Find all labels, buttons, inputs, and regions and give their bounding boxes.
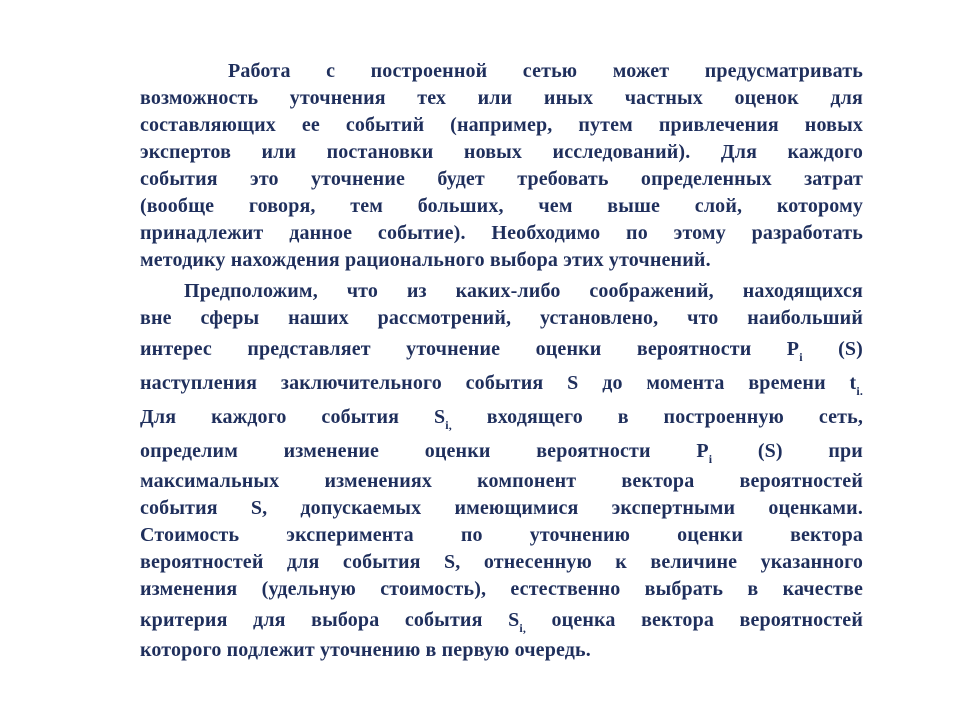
text-line: методику нахождения рационального выбора этих уточнений. — [140, 249, 711, 271]
text-line: события S, допускаемых имеющимися экспертными оценками. — [140, 497, 863, 519]
text-segment: (S) — [802, 338, 863, 360]
subscript: i. — [856, 384, 863, 398]
text-line — [140, 332, 863, 366]
text-line — [140, 400, 863, 434]
text-line: составляющих ее событий (например, путем привлечения новых — [140, 114, 863, 136]
text-line: которого подлежит уточнению в первую очередь. — [140, 639, 591, 661]
body-text — [140, 58, 863, 664]
subscript: i, — [445, 418, 452, 432]
text-line: вероятностей для события S, отнесенную к величине указанного — [140, 551, 863, 573]
text-line: Работа с построенной сетью может предусматривать — [228, 60, 863, 82]
text-line: максимальных изменениях компонент вектора вероятностей — [140, 470, 863, 492]
text-line — [140, 434, 863, 468]
text-segment: входящего в построенную сеть, — [451, 406, 863, 428]
subscript: i — [799, 350, 803, 364]
text-segment: наступления заключительного события S до момента времени t — [140, 372, 857, 394]
text-segment: (S) при — [712, 440, 863, 462]
paragraph-2 — [140, 278, 863, 664]
text-line — [140, 603, 863, 637]
text-segment: критерия для выбора события S — [140, 609, 520, 631]
text-line: экспертов или постановки новых исследований). Для каждого — [140, 141, 863, 163]
subscript: i — [708, 452, 713, 466]
text-line: Стоимость эксперимента по уточнению оценки вектора — [140, 524, 863, 546]
paragraph-1 — [140, 58, 863, 274]
text-segment: Для каждого события S — [140, 406, 446, 428]
text-line — [140, 366, 863, 400]
text-segment: определим изменение оценки вероятности P — [140, 440, 709, 462]
text-segment: интерес представляет уточнение оценки вероятности P — [140, 338, 800, 360]
text-segment: оценка вектора вероятностей — [526, 609, 864, 631]
subscript: i, — [519, 621, 526, 635]
text-line: принадлежит данное событие). Необходимо по этому разработать — [140, 222, 863, 244]
text-line: возможность уточнения тех или иных частных оценок для — [140, 87, 863, 109]
text-line: события это уточнение будет требовать определенных затрат — [140, 168, 863, 190]
text-line: (вообще говоря, тем больших, чем выше слой, которому — [140, 195, 863, 217]
text-line: изменения (удельную стоимость), естественно выбрать в качестве — [140, 578, 863, 600]
text-line: вне сферы наших рассмотрений, установлено, что наибольший — [140, 307, 863, 329]
text-line: Предположим, что из каких-либо соображений, находящихся — [184, 280, 863, 302]
